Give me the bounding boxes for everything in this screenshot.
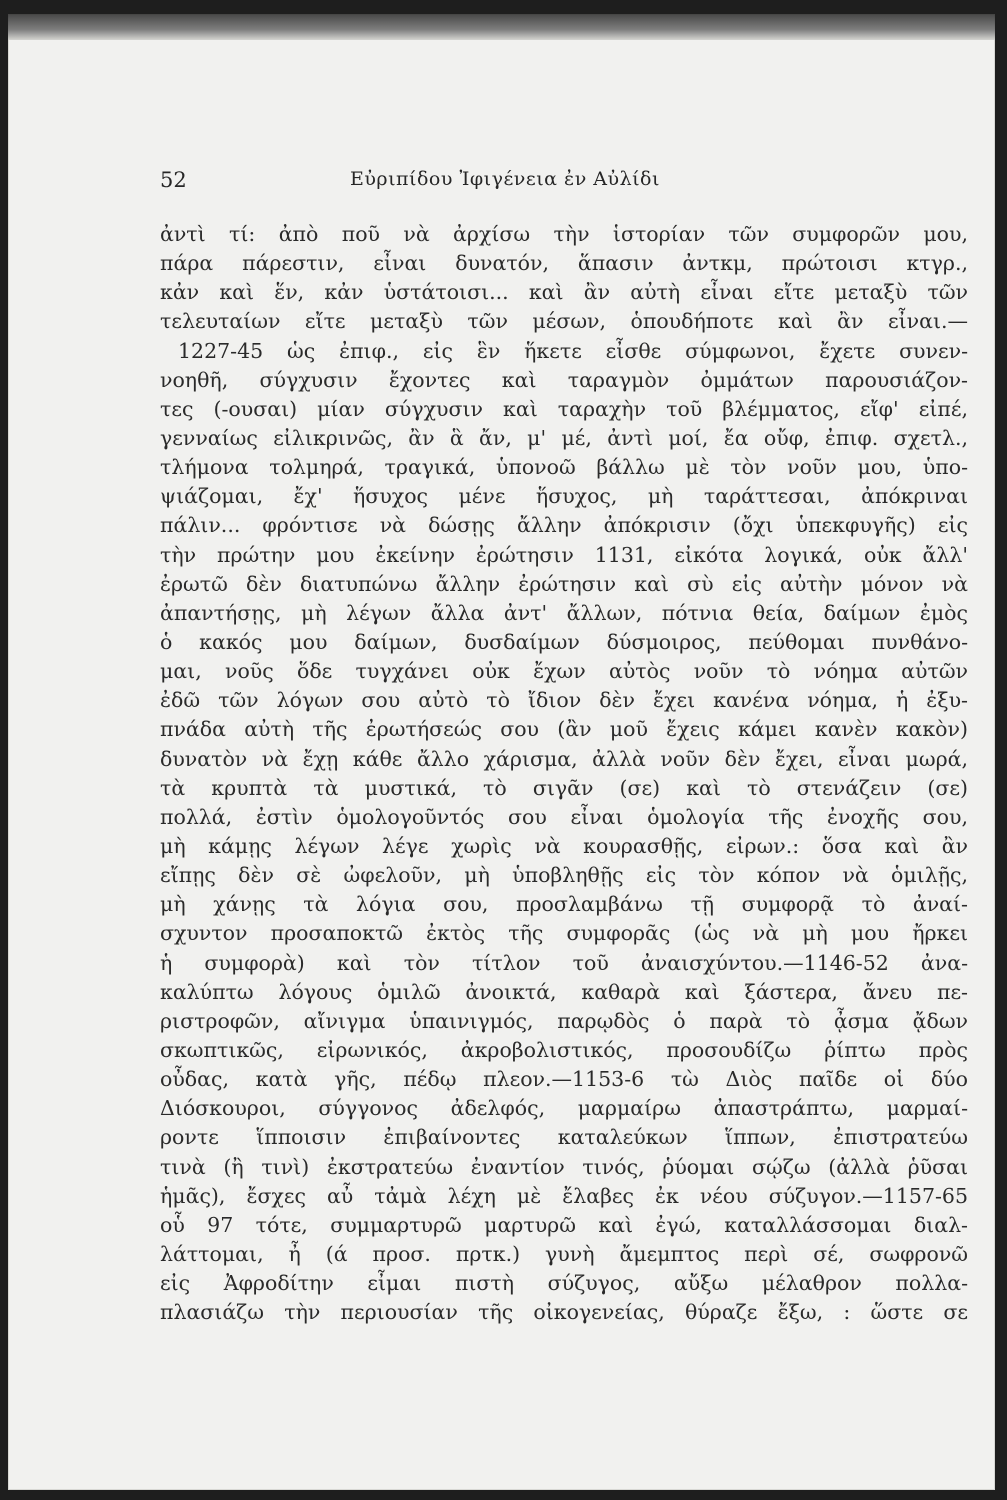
text-line: τὰ κρυπτὰ τὰ μυστικά, τὸ σιγᾶν (σε) καὶ τὸ στενάζειν (σε) [160,775,968,800]
text-line: ἐρωτῶ δὲν διατυπώνω ἄλλην ἐρώτησιν καὶ σὺ εἰς αὐτὴν μόνον νὰ [160,571,968,596]
commentary-text [160,220,968,1327]
text-line: ἐδῶ τῶν λόγων σου αὐτὸ τὸ ἴδιον δὲν ἔχει κανένα νόημα, ἡ ἐξυ- [160,688,968,713]
scan-top-edge [8,14,995,40]
text-line: νοηθῆ, σύγχυσιν ἔχοντες καὶ ταραγμὸν ὀμμάτων παρουσιάζον- [160,367,968,392]
text-line: Διόσκουροι, σύγγονος ἀδελφός, μαρμαίρω ἀπαστράπτω, μαρμαί- [160,1096,968,1121]
text-line: καλύπτω λόγους ὁμιλῶ ἀνοικτά, καθαρὰ καὶ ξάστερα, ἄνευ πε- [160,979,968,1004]
running-head: Εὐριπίδου Ἰφιγένεια ἐν Αὐλίδι [350,168,660,190]
text-line: τελευταίων εἴτε μεταξὺ τῶν μέσων, ὁπουδήποτε καὶ ἂν εἶναι.— [160,309,968,334]
text-line: κἀν καὶ ἕν, κἀν ὑστάτοισι... καὶ ἂν αὐτὴ εἶναι εἴτε μεταξὺ τῶν [160,280,968,305]
text-line: σχυντον προσαποκτῶ ἐκτὸς τῆς συμφορᾶς (ὡς νὰ μὴ μου ἤρκει [160,921,968,946]
text-line: λάττομαι, ἦ (ά προσ. πρτκ.) γυνὴ ἄμεμπτος περὶ σέ, σωφρονῶ [160,1241,968,1266]
text-line: γενναίως εἰλικρινῶς, ἂν ἃ ἄν, μ' μέ, ἀντὶ μοί, ἔα οὔφ, ἐπιφ. σχετλ., [160,425,968,450]
text-line: δυνατὸν νὰ ἔχῃ κάθε ἄλλο χάρισμα, ἀλλὰ νοῦν δὲν ἔχει, εἶναι μωρά, [160,746,968,771]
text-line: εἴπῃς δὲν σὲ ὠφελοῦν, μὴ ὑποβληθῇς εἰς τὸν κόπον νὰ ὁμιλῇς, [160,863,968,888]
text-line: πολλά, ἐστὶν ὁμολογοῦντός σου εἶναι ὁμολογία τῆς ἐνοχῆς σου, [160,804,968,829]
text-line: 1227-45 ὡς ἐπιφ., εἰς ἓν ἥκετε εἶσθε σύμφωνοι, ἔχετε συνεν- [178,338,968,363]
text-line: τες (-ουσαι) μίαν σύγχυσιν καὶ ταραχὴν τοῦ βλέμματος, εἴφ' εἰπέ, [160,396,968,421]
text-line: πάρα πάρεστιν, εἶναι δυνατόν, ἅπασιν ἀντκμ, πρώτοισι κτγρ., [160,251,968,276]
text-line: τὴν πρώτην μου ἐκείνην ἐρώτησιν 1131, εἰκότα λογικά, οὐκ ἄλλ' [160,542,968,567]
text-line: πάλιν... φρόντισε νὰ δώσῃς ἄλλην ἀπόκρισιν (ὄχι ὑπεκφυγῆς) εἰς [160,513,968,538]
text-line: ἡ συμφορὰ) καὶ τὸν τίτλον τοῦ ἀναισχύντου.—1146-52 ἀνα- [160,950,968,975]
page-number: 52 [160,168,187,192]
text-line: ἀντὶ τί: ἀπὸ ποῦ νὰ ἀρχίσω τὴν ἱστορίαν τῶν συμφορῶν μου, [160,222,968,246]
book-page [8,14,995,1490]
text-line: μὴ κάμῃς λέγων λέγε χωρὶς νὰ κουρασθῇς, εἰρων.: ὅσα καὶ ἂν [160,833,968,858]
text-line: εἰς Ἀφροδίτην εἶμαι πιστὴ σύζυγος, αὔξω μέλαθρον πολλα- [160,1271,968,1296]
text-line: ὁ κακός μου δαίμων, δυσδαίμων δύσμοιρος, πεύθομαι πυνθάνο- [160,629,968,654]
text-line: τλήμονα τολμηρά, τραγικά, ὑπονοῶ βάλλω μὲ τὸν νοῦν μου, ὑπο- [160,455,968,480]
text-line: ἡμᾶς), ἔσχες αὖ τἀμὰ λέχη μὲ ἔλαβες ἐκ νέου σύζυγον.—1157-65 [160,1183,968,1208]
text-line: πνάδα αὐτὴ τῆς ἐρωτήσεώς σου (ἂν μοῦ ἔχεις κάμει κανὲν κακὸν) [160,717,968,742]
text-line: οὗ 97 τότε, συμμαρτυρῶ μαρτυρῶ καὶ ἐγώ, καταλλάσσομαι διαλ- [160,1212,968,1237]
text-line: ριστροφῶν, αἴνιγμα ὑπαινιγμός, παρῳδὸς ὁ παρὰ τὸ ᾆσμα ᾄδων [160,1008,968,1033]
text-line: οὖδας, κατὰ γῆς, πέδῳ πλεον.—1153-6 τὼ Διὸς παῖδε οἱ δύο [160,1067,968,1092]
text-line: σκωπτικῶς, εἰρωνικός, ἀκροβολιστικός, προσουδίζω ῥίπτω πρὸς [160,1037,968,1062]
text-line: ἀπαντήσῃς, μὴ λέγων ἄλλα ἀντ' ἄλλων, πότνια θεία, δαίμων ἐμὸς [160,600,968,625]
page-header [160,168,820,200]
text-line: μὴ χάνῃς τὰ λόγια σου, προσλαμβάνω τῇ συμφορᾷ τὸ ἀναί- [160,892,968,917]
text-line: ψιάζομαι, ἔχ' ἥσυχος μένε ἥσυχος, μὴ ταράττεσαι, ἀπόκριναι [160,484,968,509]
text-line: τινὰ (ἢ τινὶ) ἐκστρατεύω ἐναντίον τινός, ῥύομαι σῴζω (ἀλλὰ ῥῦσαι [160,1154,968,1179]
text-line: ροντε ἵπποισιν ἐπιβαίνοντες καταλεύκων ἵππων, ἐπιστρατεύω [160,1125,968,1150]
text-line: μαι, νοῦς ὅδε τυγχάνει οὐκ ἔχων αὐτὸς νοῦν τὸ νόημα αὐτῶν [160,659,968,684]
text-line: πλασιάζω τὴν περιουσίαν τῆς οἰκογενείας, θύραζε ἔξω, : ὥστε σε [160,1300,968,1325]
